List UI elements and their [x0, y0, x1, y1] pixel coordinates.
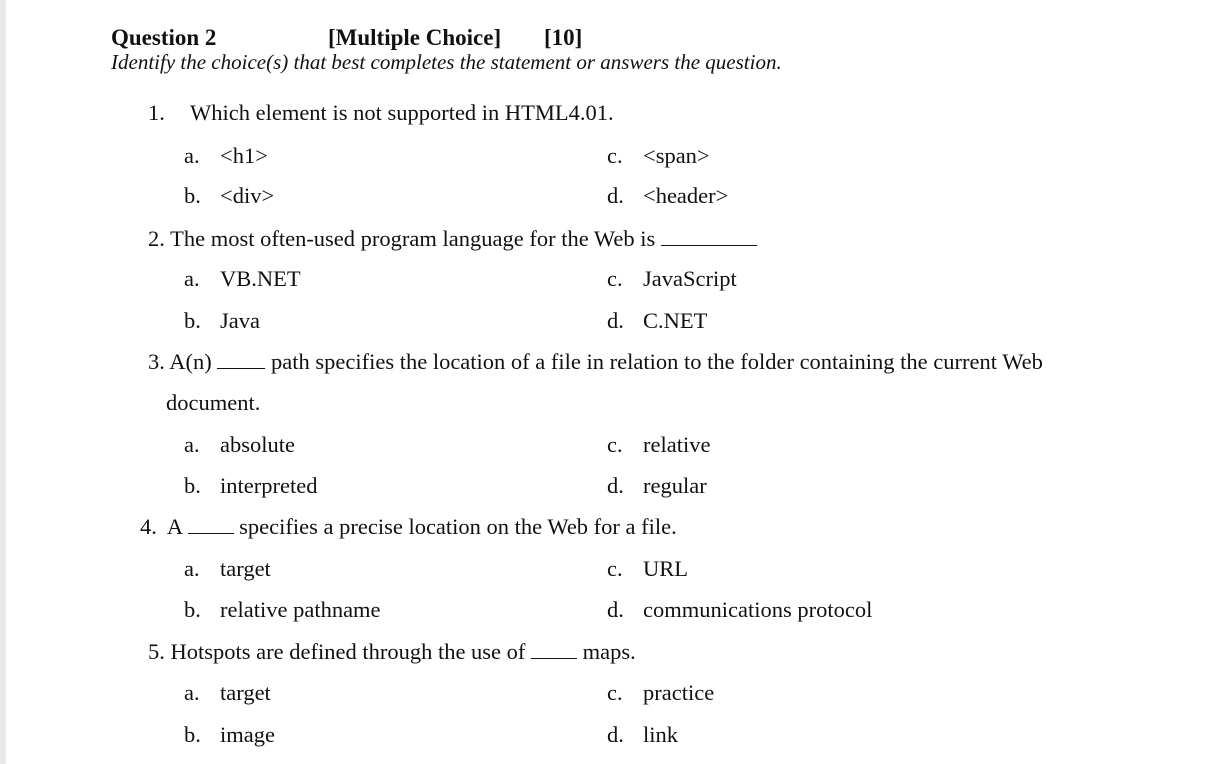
q5-option-b-text: image: [220, 722, 275, 747]
question-3: [148, 351, 1043, 374]
q4-option-c-letter: c.: [607, 556, 623, 581]
question-4-text-before: A: [166, 514, 182, 539]
q3-option-a-text: absolute: [220, 432, 295, 457]
q2-option-a-text: VB.NET: [220, 266, 301, 291]
q5-option-a-text: target: [220, 680, 271, 705]
page-left-edge: [0, 0, 6, 764]
q5-option-d-letter: d.: [607, 722, 624, 747]
q2-option-c-text: JavaScript: [643, 266, 737, 291]
q4-option-a-text: target: [220, 556, 271, 581]
answer-blank: [661, 244, 757, 246]
q4-option-c-text: URL: [643, 556, 688, 581]
q5-option-c-text: practice: [643, 680, 715, 705]
q3-option-d-text: regular: [643, 473, 707, 498]
q5-option-a-letter: a.: [184, 680, 200, 705]
q1-option-d-text: <header>: [643, 183, 729, 208]
q3-option-a-letter: a.: [184, 432, 200, 457]
q3-option-c-text: relative: [643, 432, 711, 457]
q2-option-b-letter: b.: [184, 308, 201, 333]
question-1-number: 1.: [148, 100, 165, 125]
q4-option-b-letter: b.: [184, 597, 201, 622]
q1-option-a-text: <h1>: [220, 143, 268, 168]
q1-option-b-text: <div>: [220, 183, 275, 208]
q1-option-a-letter: a.: [184, 143, 200, 168]
q5-option-b-letter: b.: [184, 722, 201, 747]
question-5-text-after: maps.: [582, 639, 636, 664]
q2-option-a-letter: a.: [184, 266, 200, 291]
answer-blank: [188, 532, 234, 534]
q2-option-d-letter: d.: [607, 308, 624, 333]
question-1-text: Which element is not supported in HTML4.01.: [190, 100, 614, 125]
q1-option-c-letter: c.: [607, 143, 623, 168]
question-4-number: 4.: [140, 514, 157, 539]
answer-blank: [217, 367, 265, 369]
question-3-text-continued: document.: [166, 390, 261, 415]
points-label: [10]: [544, 25, 583, 50]
q3-option-c-letter: c.: [607, 432, 623, 457]
q2-option-b-text: Java: [220, 308, 260, 333]
question-5-text-before: Hotspots are defined through the use of: [170, 639, 526, 664]
answer-blank: [531, 657, 577, 659]
q3-option-d-letter: d.: [607, 473, 624, 498]
q4-option-b-text: relative pathname: [220, 597, 381, 622]
q2-option-d-text: C.NET: [643, 308, 708, 333]
q5-option-c-letter: c.: [607, 680, 623, 705]
question-type-label: [Multiple Choice]: [328, 25, 502, 50]
question-3-text-before: A(n): [169, 349, 212, 374]
question-5: [148, 641, 636, 664]
question-3-number: 3.: [148, 349, 165, 374]
question-label: Question 2: [111, 25, 217, 50]
question-4-text-after: specifies a precise location on the Web for a file.: [239, 514, 677, 539]
question-3-text-after: path specifies the location of a file in relation to the folder containing the current Web: [271, 349, 1043, 374]
q2-option-c-letter: c.: [607, 266, 623, 291]
q3-option-b-text: interpreted: [220, 473, 318, 498]
q1-option-b-letter: b.: [184, 183, 201, 208]
q4-option-a-letter: a.: [184, 556, 200, 581]
question-2: [148, 228, 757, 251]
question-4: [140, 516, 677, 539]
q1-option-d-letter: d.: [607, 183, 624, 208]
q3-option-b-letter: b.: [184, 473, 201, 498]
q5-option-d-text: link: [643, 722, 679, 747]
q1-option-c-text: <span>: [643, 143, 710, 168]
q4-option-d-text: communications protocol: [643, 597, 873, 622]
q4-option-d-letter: d.: [607, 597, 624, 622]
question-2-number: 2.: [148, 226, 165, 251]
instructions: Identify the choice(s) that best completes the statement or answers the question.: [111, 50, 782, 74]
question-2-text: The most often-used program language for the Web is: [170, 226, 656, 251]
question-5-number: 5.: [148, 639, 165, 664]
